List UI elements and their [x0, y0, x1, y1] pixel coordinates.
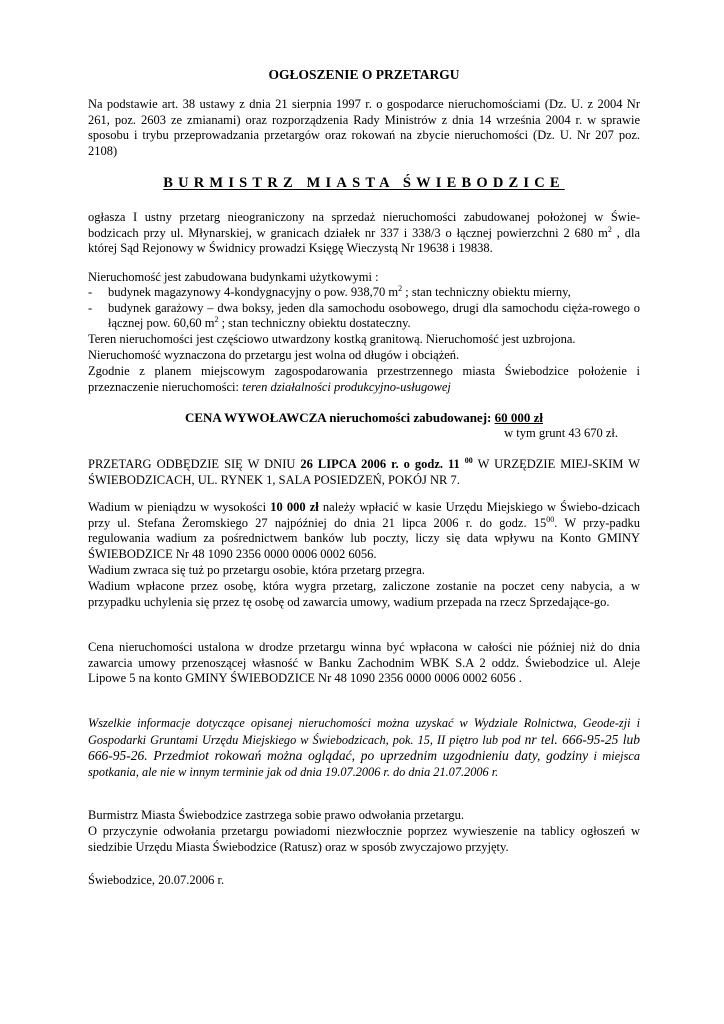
reservation-note: Burmistrz Miasta Świebodzice zastrzega sobie prawo odwołania przetargu. [88, 808, 465, 822]
starting-price-label: CENA WYWOŁAWCZA nieruchomości zabudowanej: [184, 410, 495, 425]
zoning-note [88, 364, 640, 395]
deposit-return-note: Wadium zwraca się tuż po przetargu osobie, która przetarg przegra. [88, 563, 425, 577]
encumbrance-note: Nieruchomość wyznaczona do przetargu jest wolna od długów i obciążeń. [88, 348, 460, 362]
auction-text: PRZETARG ODBĘDZIE SIĘ W DNIU [88, 457, 301, 471]
ground-price: w tym grunt 43 670 zł. [504, 426, 618, 440]
information-phone: nr tel. 666-95-25 lub 666-95-26. Przedmiot rokowań można oglądać, po uprzednim uzgodnieniu daty, godziny [88, 731, 640, 764]
zoning-text: Zgodnie z planem miejscowym zagospodarowania przestrzennego miasta Świebodzice położenie i przeznaczenie nieruchomości: [88, 364, 640, 394]
auction-date: 26 LIPCA 2006 r. o godz. 11 [300, 457, 465, 471]
document-title: OGŁOSZENIE O PRZETARGU [268, 67, 460, 82]
issuer-heading [88, 176, 640, 192]
auction-date-paragraph [88, 457, 640, 488]
area-unit-superscript: 2 [214, 315, 219, 325]
buildings-list [88, 285, 640, 332]
hour-superscript: 00 [464, 456, 473, 465]
area-unit-superscript: 2 [398, 284, 403, 293]
list-item-text-end: ; stan techniczny obiektu mierny, [402, 285, 571, 299]
list-item-text: budynek garażowy – dwa boksy, jeden dla samochodu osobowego, drugi dla samochodu cięża-rowego o łącznej pow. 60,60 m [108, 300, 640, 331]
deposit-text: Wadium w pieniądzu w wysokości [88, 500, 271, 514]
payment-paragraph: Cena nieruchomości ustalona w drodze przetargu winna być wpłacona w całości nie później niż do dnia zawarcia umowy przenoszącej własność w Banku Zachodnim WBK S.A 2 oddz. Świebodzice ul. Aleje Lipowe 5 na konto GMINY ŚWIEBODZICE Nr 48 1090 2356 0000 0006 0002 6056 . [88, 640, 640, 686]
deposit-text-end: . W przy-padku regulowania wadium za pośrednictwem banków lub poczty, liczy się data wpływu na Konto GMINY ŚWIEBODZICE Nr 48 1090 2356 0000 0006 0002 6056. [88, 515, 640, 561]
hour-superscript: 00 [546, 514, 555, 524]
area-unit-superscript: 2 [607, 224, 612, 234]
buildings-lead: Nieruchomość jest zabudowana budynkami użytkowymi : [88, 270, 379, 284]
deposit-text-mid: należy wpłacić w kasie Urzędu Miejskiego w Świebo-dzicach przy ul. Stefana Żeromskiego 27 najpóźniej do dnia 21 lipca 2006 r. do godz. 15 [88, 500, 640, 530]
information-text: Wszelkie informacje dotyczące opisanej nieruchomości można uzyskać w Wydziale Rolnictwa, Geode-zji i Gospodarki Gruntami Urzędu Miejskiego w Świebodzicach, pok. 15, II piętro lub pod [88, 716, 640, 747]
issuer-heading-text: BURMISTRZ MIASTA ŚWIEBODZICE [163, 175, 565, 191]
legal-basis-paragraph: Na podstawie art. 38 ustawy z dnia 21 sierpnia 1997 r. o gospodarce nieruchomościami (Dz. U. z 2004 Nr 261, poz. 2603 ze zmianami) oraz rozporządzenia Rady Ministrów z dnia 14 września 2004 r. w sprawie sposobu i trybu przeprowadzania przetargów oraz rokowań na zbycie nieruchomości (Dz. U. Nr 207 poz. 2108) [88, 97, 640, 158]
auction-location: W URZĘDZIE MIEJ-SKIM W ŚWIEBODZICACH, UL. RYNEK 1, SALA POSIEDZEŃ, POKÓJ NR 7. [88, 457, 640, 487]
announcement-text-end: , dla której Sąd Rejonowy w Świdnicy prowadzi Księgę Wieczystą Nr 19638 i 19838. [88, 225, 640, 256]
deposit-forfeit-note: Wadium wpłacone przez osobę, która wygra przetarg, zaliczone zostanie na poczet ceny nabycia, a w przypadku uchylenia się przez tę osobę od zawarcia umowy, wadium przepada na rzecz Sprzedające-go. [88, 579, 640, 609]
deposit-paragraph [88, 500, 640, 562]
zoning-purpose: teren działalności produkcyjno-usługowej [242, 379, 451, 394]
starting-price-value: 60 000 zł [494, 410, 543, 425]
list-item-text: budynek magazynowy 4-kondygnacyjny o pow. 938,70 m [108, 285, 399, 299]
cancellation-note: O przyczynie odwołania przetargu powiadomi niezwłocznie poprzez wywieszenie na tablicy ogłoszeń w siedzibie Urzędu Miasta Świebodzice (Ratusz) oraz w sposób zwyczajowo przyjęty. [88, 824, 640, 854]
place-and-date: Świebodzice, 20.07.2006 r. [88, 873, 225, 887]
list-item [88, 301, 640, 332]
surface-note: Teren nieruchomości jest częściowo utwardzony kostką granitową. Nieruchomość jest uzbrojona. [88, 332, 576, 346]
deposit-amount: 10 000 zł [270, 500, 319, 514]
list-item-text-end: ; stan techniczny obiektu dostateczny. [218, 316, 411, 331]
announcement-paragraph [88, 210, 640, 257]
list-item [88, 285, 640, 301]
information-paragraph [88, 716, 640, 780]
starting-price-line [88, 410, 640, 426]
announcement-text: ogłasza I ustny przetarg nieograniczony na sprzedaż nieruchomości zabudowanej położonej w Świe-bodzicach przy ul. Młynarskiej, w granicach działek nr 337 i 338/3 o łącznej powierzchni 2 680 m [88, 210, 640, 240]
information-text-end: i miejsca spotkania, ale nie w innym terminie jak od dnia 19.07.2006 r. do dnia 21.07.2006 r. [88, 749, 640, 779]
list-dash: - [88, 300, 93, 315]
list-dash: - [88, 285, 93, 299]
